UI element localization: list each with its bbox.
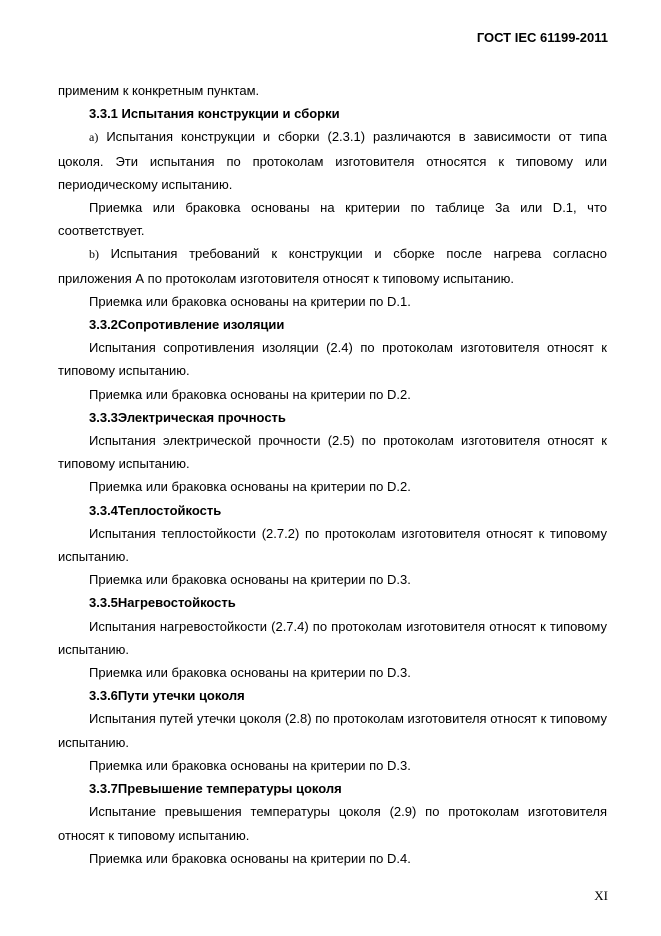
paragraph: Испытания теплостойкости (2.7.2) по протоколам изготовителя относят к типовому испытанию.: [58, 525, 607, 565]
document-id: ГОСТ IEC 61199-2011: [476, 30, 608, 45]
page-number: XI: [594, 888, 608, 903]
paragraph: Испытание превышения температуры цоколя (2.9) по протоколам изготовителя относят к типовому испытанию.: [58, 804, 607, 843]
intro-text: применим к конкретным пунктам.: [58, 83, 260, 98]
paragraph-text: Испытания требований к конструкции и сборке после нагрева согласно приложения А по протоколам изготовителя относят к типовому испытанию.: [58, 246, 607, 286]
acceptance-criteria: Приемка или браковка основаны на критерии по D.2.: [89, 386, 411, 402]
acceptance-criteria: Приемка или браковка основаны на критерии по таблице 3а или D.1, что соответствует.: [58, 200, 607, 239]
paragraph: Испытания путей утечки цоколя (2.8) по протоколам изготовителя относят к типовому испытанию.: [58, 711, 607, 750]
paragraph: Испытания сопротивления изоляции (2.4) по протоколам изготовителя относят к типовому испытанию.: [58, 340, 607, 379]
section-number: 3.3.1: [89, 106, 118, 122]
page-body: [58, 79, 607, 870]
paragraph: [58, 242, 607, 289]
paragraph: Испытания электрической прочности (2.5) по протоколам изготовителя относят к типовому испытанию.: [58, 433, 607, 472]
acceptance-criteria: Приемка или браковка основаны на критерии по D.4.: [89, 850, 411, 866]
section-heading: [58, 499, 607, 522]
section-heading: [58, 591, 607, 614]
section-heading: [58, 313, 607, 336]
acceptance-criteria: Приемка или браковка основаны на критерии по D.1.: [89, 293, 411, 309]
section-number: 3.3.5: [89, 595, 118, 611]
acceptance-criteria: Приемка или браковка основаны на критерии по D.2.: [89, 479, 411, 495]
section-number: 3.3.6: [89, 688, 118, 704]
section-number: 3.3.4: [89, 502, 118, 518]
paragraph: Испытания нагревостойкости (2.7.4) по протоколам изготовителя относят к типовому испытанию.: [58, 618, 607, 657]
section-title: Электрическая прочность: [117, 409, 286, 425]
acceptance-criteria: Приемка или браковка основаны на критерии по D.3.: [89, 665, 411, 681]
section-title: Превышение температуры цоколя: [117, 781, 342, 797]
section-title: Теплостойкость: [117, 502, 222, 518]
acceptance-criteria: Приемка или браковка основаны на критерии по D.3.: [89, 572, 411, 588]
section-heading: [58, 777, 607, 800]
paragraph-text: Испытания конструкции и сборки (2.3.1) различаются в зависимости от типа цоколя. Эти испытания по протоколам изготовителя относятся к типовому или периодическому испытанию.: [58, 129, 607, 192]
section-title: Пути утечки цоколя: [117, 688, 245, 704]
section-title: Сопротивление изоляции: [117, 317, 285, 333]
acceptance-criteria: Приемка или браковка основаны на критерии по D.3.: [89, 757, 411, 773]
list-marker: b): [89, 247, 99, 262]
section-number: 3.3.3: [89, 409, 118, 425]
section-number: 3.3.7: [89, 781, 118, 797]
section-number: 3.3.2: [89, 317, 118, 333]
section-heading: [58, 102, 607, 125]
section-title: Нагревостойкость: [117, 595, 236, 611]
section-heading: [58, 406, 607, 429]
paragraph: [58, 125, 607, 196]
section-title: Испытания конструкции и сборки: [121, 106, 340, 122]
section-heading: [58, 684, 607, 707]
list-marker: a): [89, 130, 99, 145]
